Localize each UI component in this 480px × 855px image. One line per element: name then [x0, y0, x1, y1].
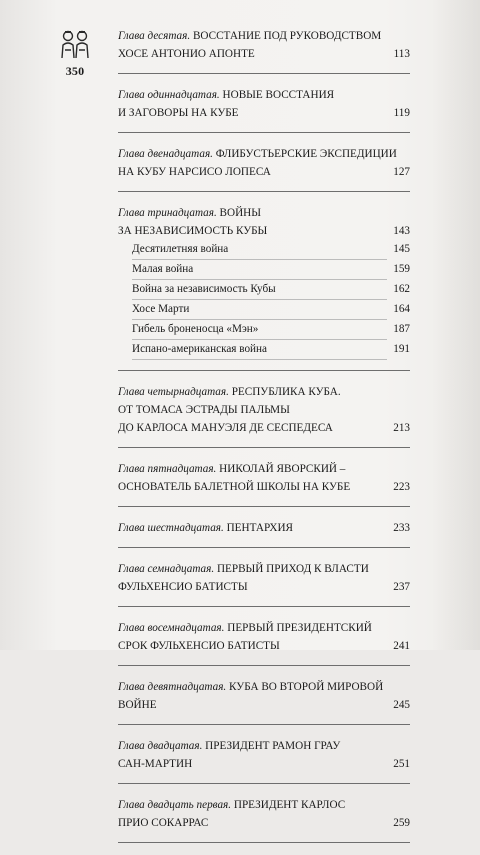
- subsection-title: Война за независимость Кубы: [132, 280, 387, 300]
- toc-entry-line: [118, 86, 410, 104]
- toc-entry-text: [118, 755, 389, 773]
- toc-entry-text: [118, 578, 389, 596]
- toc-entry-text: [118, 45, 390, 63]
- toc-subsection[interactable]: [118, 260, 410, 280]
- chapter-label: Глава четырнадцатая.: [118, 386, 229, 398]
- chapter-title-line: ОТ ТОМАСА ЭСТРАДЫ ПАЛЬМЫ: [118, 404, 290, 416]
- toc-page-number: 187: [393, 323, 410, 335]
- toc-page-number: 119: [393, 107, 410, 119]
- toc-page-number: 237: [393, 581, 410, 593]
- toc-entry-text: [118, 401, 406, 419]
- toc-entry-line: [118, 104, 410, 122]
- toc-entry[interactable]: [118, 519, 410, 548]
- page-margin: [50, 28, 100, 79]
- chapter-title-line: ПЕНТАРХИЯ: [226, 522, 293, 534]
- toc-entry-text: [118, 460, 406, 478]
- chapter-label: Глава шестнадцатая.: [118, 522, 224, 534]
- chapter-label: Глава семнадцатая.: [118, 563, 215, 575]
- toc-entry-text: [118, 737, 406, 755]
- toc-entry[interactable]: [118, 383, 410, 448]
- chapter-title-line: ЗА НЕЗАВИСИМОСТЬ КУБЫ: [118, 225, 268, 237]
- toc-entry[interactable]: [118, 145, 410, 192]
- toc-entry-line: [118, 478, 410, 496]
- toc-entry-text: [118, 478, 389, 496]
- toc-page-number: 143: [393, 225, 410, 237]
- chapter-label: Глава одиннадцатая.: [118, 89, 220, 101]
- chapter-label: Глава девятнадцатая.: [118, 681, 227, 693]
- toc-entry[interactable]: [118, 678, 410, 725]
- toc-entry-line: [118, 796, 410, 814]
- toc-entry-line: [118, 419, 410, 437]
- toc-page-number: 159: [393, 263, 410, 275]
- toc-entry-line: [118, 519, 410, 537]
- toc-page-number: 245: [393, 699, 410, 711]
- subsection-title: Гибель броненосца «Мэн»: [132, 320, 387, 340]
- chapter-title-line: ПРИО СОКАРРАС: [118, 817, 209, 829]
- toc-page-number: 162: [393, 283, 410, 295]
- toc-entry-text: [118, 383, 406, 401]
- toc-entry-text: [118, 560, 406, 578]
- toc-page-number: 145: [393, 243, 410, 255]
- toc-entry-line: [118, 401, 410, 419]
- toc-entry[interactable]: [118, 560, 410, 607]
- toc-entry-text: [118, 145, 406, 163]
- toc-entry[interactable]: [118, 737, 410, 784]
- chapter-title-line: ПРЕЗИДЕНТ КАРЛОС: [233, 799, 346, 811]
- toc-entry-text: [118, 204, 406, 222]
- toc-entry-line: [118, 383, 410, 401]
- toc-entry-line: [118, 45, 410, 63]
- chapter-title-line: СРОК ФУЛЬХЕНСИО БАТИСТЫ: [118, 640, 280, 652]
- toc-page-number: 233: [393, 522, 410, 534]
- toc-subsection[interactable]: [118, 340, 410, 360]
- toc-page-number: 241: [393, 640, 410, 652]
- subsection-title: Малая война: [132, 260, 387, 280]
- chapter-title-line: ВОССТАНИЕ ПОД РУКОВОДСТВОМ: [192, 30, 382, 42]
- chapter-title-line: САН-МАРТИН: [118, 758, 193, 770]
- toc-entry-line: [118, 222, 410, 240]
- chapter-title-line: ФУЛЬХЕНСИО БАТИСТЫ: [118, 581, 248, 593]
- chapter-title-line: НОВЫЕ ВОССТАНИЯ: [222, 89, 335, 101]
- chapter-label: Глава десятая.: [118, 30, 191, 42]
- chapter-title-line: ПЕРВЫЙ ПРИХОД К ВЛАСТИ: [216, 563, 369, 575]
- toc-entry-line: [118, 163, 410, 181]
- toc-entry[interactable]: [118, 86, 410, 133]
- toc-entry-line: [118, 619, 410, 637]
- chapter-title-line: ВОЙНЫ: [219, 207, 262, 219]
- chapter-title-line: ХОСЕ АНТОНИО АПОНТЕ: [118, 48, 255, 60]
- toc-entry[interactable]: [118, 460, 410, 507]
- toc-subsection[interactable]: [118, 320, 410, 340]
- two-figures-icon: [58, 28, 92, 62]
- toc-entry-text: [118, 104, 390, 122]
- table-of-contents: [118, 27, 410, 855]
- toc-entry-line: [118, 145, 410, 163]
- chapter-label: Глава пятнадцатая.: [118, 463, 217, 475]
- chapter-label: Глава двадцать первая.: [118, 799, 232, 811]
- toc-entry-line: [118, 460, 410, 478]
- chapter-label: Глава тринадцатая.: [118, 207, 217, 219]
- toc-entry-line: [118, 678, 410, 696]
- toc-entry-text: [118, 419, 389, 437]
- toc-entry-line: [118, 755, 410, 773]
- toc-entry-text: [118, 637, 389, 655]
- toc-entry-line: [118, 814, 410, 832]
- toc-entry-text: [118, 796, 406, 814]
- page-number: 350: [65, 64, 85, 78]
- toc-entry-line: [118, 560, 410, 578]
- toc-page-number: 191: [393, 343, 410, 355]
- chapter-label: Глава двадцатая.: [118, 740, 203, 752]
- toc-entry-text: [118, 86, 406, 104]
- toc-subsection[interactable]: [118, 300, 410, 320]
- toc-page-number: 127: [393, 166, 410, 178]
- toc-entry-text: [118, 696, 389, 714]
- chapter-title-line: ПЕРВЫЙ ПРЕЗИДЕНТСКИЙ: [227, 622, 372, 634]
- chapter-title-line: НА КУБУ НАРСИСО ЛОПЕСА: [118, 166, 271, 178]
- toc-page-number: 251: [393, 758, 410, 770]
- toc-entry-line: [118, 578, 410, 596]
- toc-entry-line: [118, 696, 410, 714]
- toc-entry-line: [118, 737, 410, 755]
- toc-page-number: 213: [393, 422, 410, 434]
- chapter-label: Глава восемнадцатая.: [118, 622, 225, 634]
- toc-entry-line: [118, 204, 410, 222]
- toc-entry-text: [118, 619, 406, 637]
- toc-entry-text: [118, 27, 406, 45]
- subsection-title: Испано-американская война: [132, 340, 387, 360]
- subsection-title: Хосе Марти: [132, 300, 387, 320]
- toc-entry-text: [118, 519, 389, 537]
- toc-page-number: 164: [393, 303, 410, 315]
- toc-entry-text: [118, 814, 389, 832]
- toc-entry[interactable]: [118, 796, 410, 843]
- chapter-title-line: НИКОЛАЙ ЯВОРСКИЙ –: [219, 463, 346, 475]
- toc-entry[interactable]: [118, 27, 410, 74]
- toc-entry-line: [118, 27, 410, 45]
- toc-entry-text: [118, 678, 406, 696]
- toc-entry-text: [118, 163, 389, 181]
- toc-entry-line: [118, 637, 410, 655]
- bleed-through-edge: [432, 0, 480, 650]
- chapter-title-line: ФЛИБУСТЬЕРСКИЕ ЭКСПЕДИЦИИ: [215, 148, 397, 160]
- chapter-title-line: КУБА ВО ВТОРОЙ МИРОВОЙ: [229, 681, 384, 693]
- toc-page-number: 223: [393, 481, 410, 493]
- chapter-title-line: ДО КАРЛОСА МАНУЭЛЯ ДЕ СЕСПЕДЕСА: [118, 422, 333, 434]
- chapter-title-line: РЕСПУБЛИКА КУБА.: [231, 386, 341, 398]
- toc-page-number: 113: [393, 48, 410, 60]
- chapter-title-line: И ЗАГОВОРЫ НА КУБЕ: [118, 107, 239, 119]
- chapter-label: Глава двенадцатая.: [118, 148, 213, 160]
- toc-subsection[interactable]: [118, 240, 410, 260]
- toc-entry-text: [118, 222, 389, 240]
- toc-page-number: 259: [393, 817, 410, 829]
- chapter-title-line: ПРЕЗИДЕНТ РАМОН ГРАУ: [205, 740, 341, 752]
- chapter-title-line: ВОЙНЕ: [118, 699, 157, 711]
- subsection-title: Десятилетняя война: [132, 240, 387, 260]
- toc-entry[interactable]: [118, 204, 410, 371]
- toc-entry[interactable]: [118, 619, 410, 666]
- chapter-title-line: ОСНОВАТЕЛЬ БАЛЕТНОЙ ШКОЛЫ НА КУБЕ: [118, 481, 351, 493]
- toc-subsection[interactable]: [118, 280, 410, 300]
